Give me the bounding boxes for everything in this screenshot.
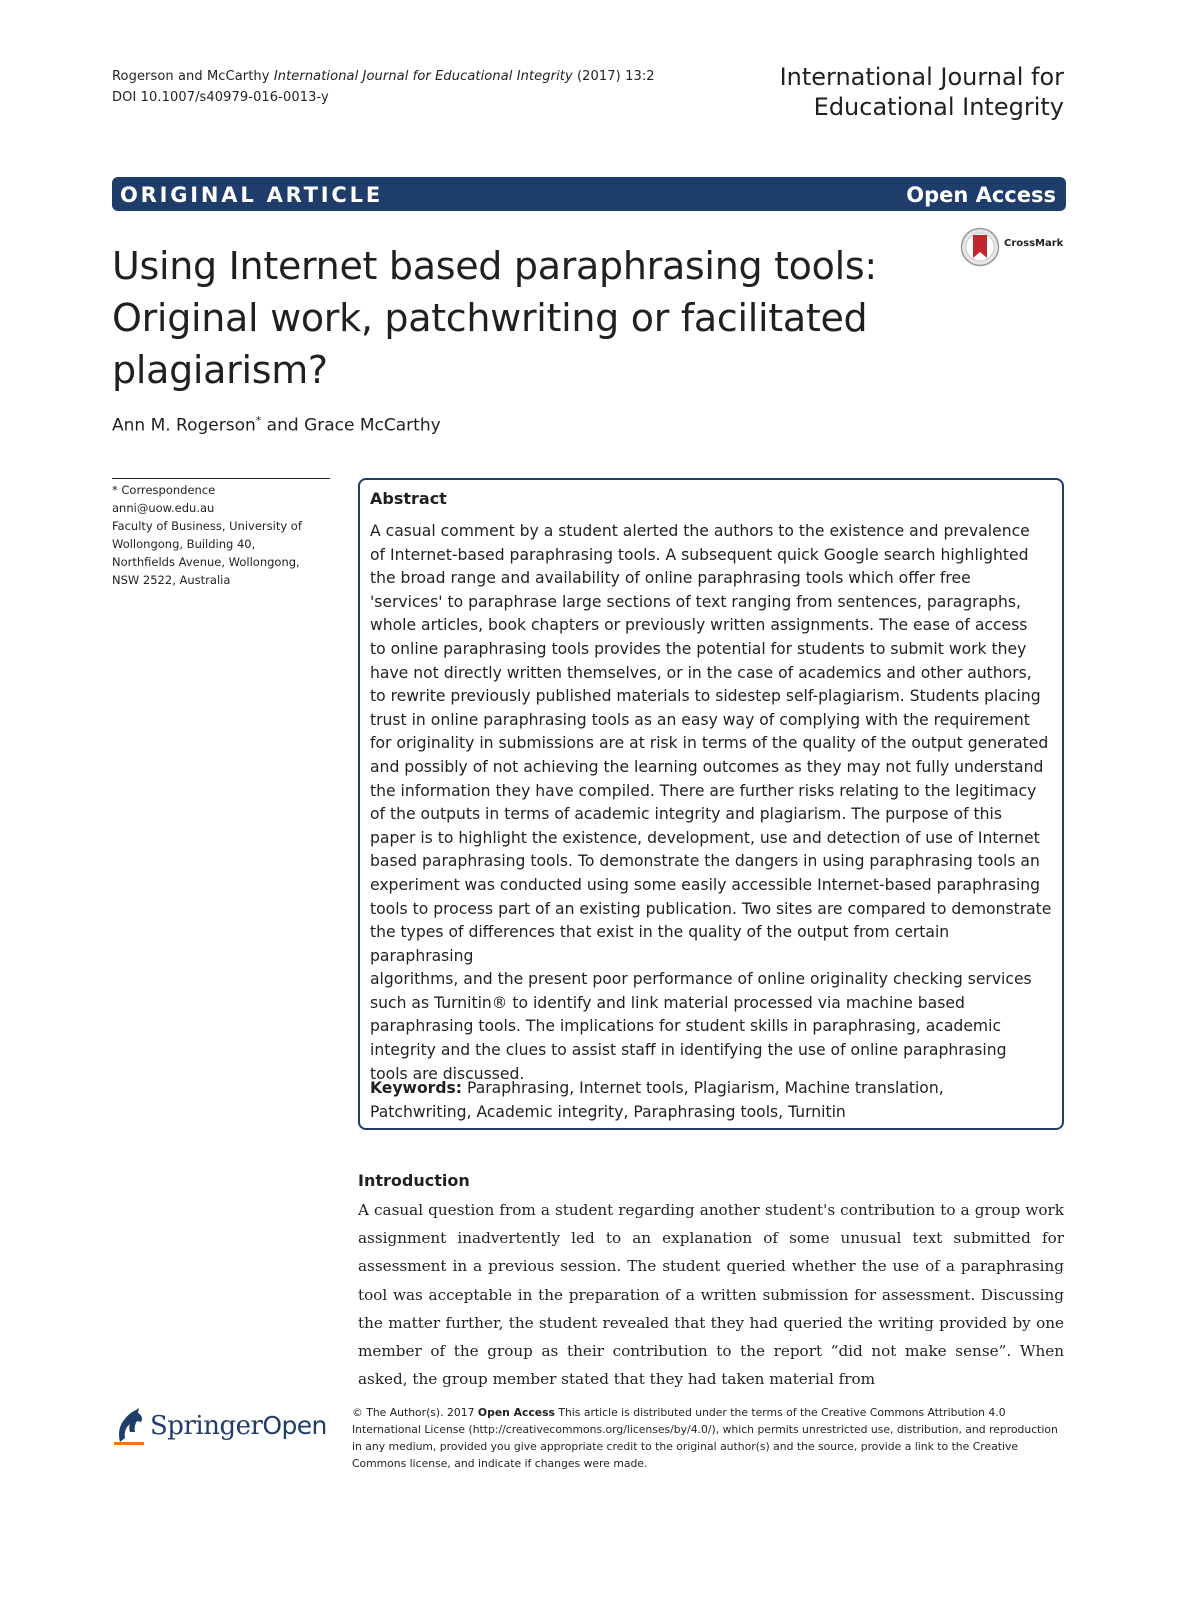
abstract-line: tools to process part of an existing publication. Two sites are compared to demonstrate: [370, 899, 1052, 918]
address-line: NSW 2522, Australia: [112, 573, 231, 587]
abstract-line: the broad range and availability of online paraphrasing tools which offer free: [370, 569, 971, 588]
corresponding-mark: *: [255, 414, 262, 427]
abstract-body: [370, 520, 1054, 1086]
abstract-line: tools are discussed.: [370, 1064, 525, 1083]
abstract-heading: Abstract: [370, 489, 447, 508]
abstract-line: integrity and the clues to assist staff in identifying the use of online paraphrasing: [370, 1041, 1007, 1060]
abstract-line: paraphrasing tools. The implications for student skills in paraphrasing, academic: [370, 1017, 1002, 1036]
abstract-line: algorithms, and the present poor performance of online originality checking services: [370, 970, 1032, 989]
abstract-line: for originality in submissions are at risk in terms of the quality of the output generated: [370, 734, 1049, 753]
abstract-line: such as Turnitin® to identify and link material processed via machine based: [370, 993, 965, 1012]
correspondence-email[interactable]: anni@uow.edu.au: [112, 501, 215, 515]
abstract-line: trust in online paraphrasing tools as an easy way of complying with the requirement: [370, 710, 1030, 729]
abstract-line: based paraphrasing tools. To demonstrate the dangers in using paraphrasing tools an: [370, 852, 1040, 871]
crossmark-icon[interactable]: [960, 227, 1000, 267]
abstract-line: have not directly written themselves, or in the case of academics and other authors,: [370, 663, 1032, 682]
keywords-line: Paraphrasing, Internet tools, Plagiarism, Machine translation,: [467, 1079, 944, 1097]
doi[interactable]: DOI 10.1007/s40979-016-0013-y: [112, 90, 329, 105]
keywords-label: Keywords:: [370, 1079, 463, 1097]
abstract-line: and possibly of not achieving the learning outcomes as they may not fully understand: [370, 757, 1044, 776]
address-line: Northfields Avenue, Wollongong,: [112, 555, 300, 569]
publisher-word: Springer: [150, 1411, 263, 1441]
author-name: and Grace McCarthy: [261, 415, 441, 436]
abstract-line: of the outputs in terms of academic integrity and plagiarism. The purpose of this: [370, 805, 1002, 824]
abstract-line: to rewrite previously published materials to sidestep self-plagiarism. Students placing: [370, 687, 1041, 706]
keywords: [370, 1077, 1054, 1124]
crossmark-label[interactable]: CrossMark: [1004, 238, 1064, 249]
abstract-line: whole articles, book chapters or previously written assignments. The ease of access: [370, 616, 1028, 635]
divider: [112, 478, 330, 479]
abstract-line: to online paraphrasing tools provides the potential for students to submit work they: [370, 639, 1027, 658]
article-type: ORIGINAL ARTICLE: [120, 183, 383, 207]
abstract-line: paper is to highlight the existence, development, use and detection of use of Internet: [370, 828, 1040, 847]
license-text[interactable]: This article is distributed under the terms of the Creative Commons Attribution 4.0 International License (http://creativecommons.org/licenses/by/4.0/), which permits unrestricted use, distribution, and reproduction in any medium, provided you give appropriate credit to the original author(s) and the source, provide a link to the Creative Commons license, and indicate if changes were made.: [352, 1406, 1058, 1470]
address-line: Faculty of Business, University of: [112, 519, 302, 533]
citation-issue: (2017) 13:2: [577, 69, 655, 84]
publisher-logo: [150, 1408, 327, 1444]
address-line: Wollongong, Building 40,: [112, 537, 256, 551]
section-heading-introduction: Introduction: [358, 1171, 470, 1190]
citation-journal: International Journal for Educational Integrity: [273, 69, 573, 84]
abstract-line: of Internet-based paraphrasing tools. A subsequent quick Google search highlighted: [370, 545, 1029, 564]
journal-name: International Journal for Educational Integrity: [779, 63, 1064, 121]
introduction-body: A casual question from a student regarding another student's contribution to a group work assignment inadvertently led to an explanation of some unusual text submitted for assessment in a previous session. The student queried whether the use of a paraphrasing tool was acceptable in the preparation of a written submission for assessment. Discussing the matter further, the student revealed that they had queried the writing provided by one member of the group as their contribution to the report “did not make sense”. When asked, the group member stated that they had taken material from: [358, 1201, 1064, 1389]
abstract-line: the information they have compiled. There are further risks relating to the legitimacy: [370, 781, 1037, 800]
abstract-line: the types of differences that exist in the quality of the output from certain paraphrasing: [370, 923, 950, 965]
open-access-label: Open Access: [906, 183, 1056, 207]
author-name[interactable]: Ann M. Rogerson: [112, 415, 256, 436]
abstract-line: A casual comment by a student alerted the authors to the existence and prevalence: [370, 522, 1030, 540]
abstract-line: experiment was conducted using some easily accessible Internet-based paraphrasing: [370, 875, 1041, 894]
article-title: Using Internet based paraphrasing tools: Original work, patchwriting or facilitated plagiarism?: [112, 244, 877, 392]
citation-authors: Rogerson and McCarthy: [112, 69, 270, 84]
author-list: [112, 408, 441, 439]
keywords-line: Patchwriting, Academic integrity, Paraphrasing tools, Turnitin: [370, 1102, 846, 1121]
correspondence: [112, 481, 327, 589]
abstract-line: 'services' to paraphrase large sections of text ranging from sentences, paragraphs,: [370, 592, 1022, 611]
publisher-word: Open: [262, 1411, 327, 1440]
correspondence-label: * Correspondence: [112, 483, 216, 497]
citation-header: [112, 66, 655, 108]
springer-horse-icon: [112, 1406, 148, 1446]
license-notice: © The Author(s). 2017 Open Access This article is distributed under the terms of the Creative Commons Attribution 4.0 International License (http://creativecommons.org/licenses/by/4.0/), which permits unrestricted use, distribution, and reproduction in any medium, provided you give appropriate credit to the original author(s) and the source, provide a link to the Creative Commons license, and indicate if changes were made.: [352, 1406, 1058, 1470]
